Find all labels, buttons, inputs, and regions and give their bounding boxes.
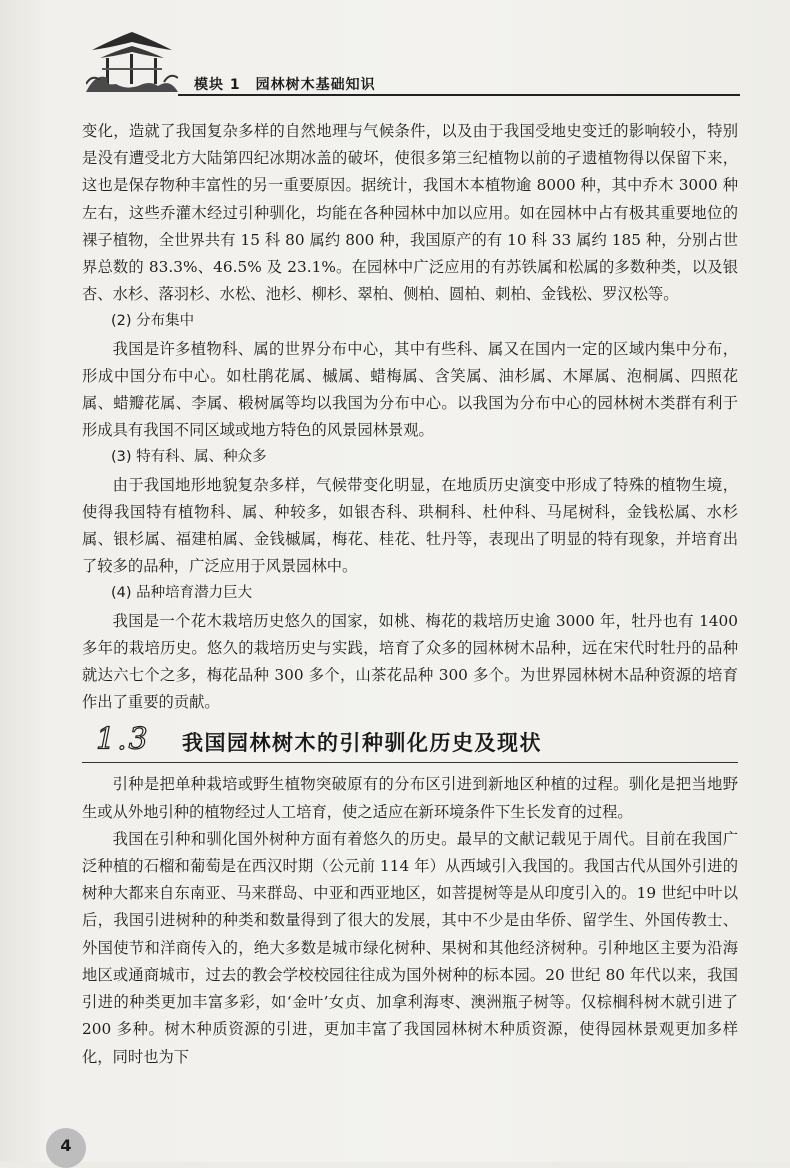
subheading-distribution: (2) 分布集中 [111,313,195,330]
paragraph: 由于我国地形地貌复杂多样，气候带变化明显，在地质历史演变中形成了特殊的植物生境，使得我国特有植物科、属、种较多，如银杏科、珙桐科、杜仲科、马尾树科，金钱松属、水杉属、银杉属、福建柏属、金钱槭属，梅花、桂花、牡丹等，表现出了明显的特有现象，并培育出了较多的品种，广泛应用于风景园林中。 [82,475,738,576]
module-title: 模块 1 园林树木基础知识 [194,77,376,93]
paragraph: 我国是许多植物科、属的世界分布中心，其中有些科、属又在国内一定的区域内集中分布，形成中国分布中心。如杜鹃花属、槭属、蜡梅属、含笑属、油杉属、木犀属、泡桐属、四照花属、蜡瓣花属、李属、椴树属等均以我国为分布中心。以我国为分布中心的园林树木类群有利于形成具有我国不同区域或地方特色的风景园林景观。 [82,339,738,440]
page-content [82,118,738,1071]
paragraph: 引种是把单种栽培或野生植物突破原有的分布区引进到新地区种植的过程。驯化是把当地野生或从外地引种的植物经过人工培育，使之适应在新环境条件下生长发育的过程。 [82,775,738,821]
paragraph: 我国在引种和驯化国外树种方面有着悠久的历史。最早的文献记载见于周代。目前在我国广泛种植的石榴和葡萄是在西汉时期（公元前 114 年）从西域引入我国的。我国古代从国外引进的树种大都来自东南亚、马来群岛、中亚和西亚地区，如菩提树等是从印度引入的。19 世纪中叶以后，我国引进树种的种类和数量得到了很大的发展，其中不少是由华侨、留学生、外国传教士、外国使节和洋商传入的，绝大多数是城市绿化树种、果树和其他经济树种。引种地区主要为沿海地区或通商城市，过去的教会学校校园往往成为国外树种的标本园。20 世纪 80 年代以来，我国引进的种类更加丰富多彩，如‘金叶’女贞、加拿利海枣、澳洲瓶子树等。仅棕榈科树木就引进了 200 多种。树木种质资源的引进，更加丰富了我国园林树木种质资源，使得园林景观更加多样化，同时也为下 [82,829,738,1066]
subheading-endemic: (3) 特有科、属、种众多 [111,449,267,466]
pavilion-icon [86,28,178,92]
subheading-breeding: (4) 品种培育潜力巨大 [111,585,253,602]
paragraph: 我国是一个花木栽培历史悠久的国家，如桃、梅花的栽培历史逾 3000 年，牡丹也有 1400 多年的栽培历史。悠久的栽培历史与实践，培育了众多的园林树木品种，远在宋代时牡丹的品种就达六七个之多，梅花品种 300 多个，山茶花品种 300 多个。为世界园林树木品种资源的培育作出了重要的贡献。 [82,611,738,712]
paragraph: 变化，造就了我国复杂多样的自然地理与气候条件，以及由于我国受地史变迁的影响较小，特别是没有遭受北方大陆第四纪冰期冰盖的破坏，使很多第三纪植物以前的孑遗植物得以保留下来，这也是保存物种丰富性的另一重要原因。据统计，我国木本植物逾 8000 种，其中乔木 3000 种左右，这些乔灌木经过引种驯化，均能在各种园林中加以应用。如在园林中占有极其重要地位的裸子植物，全世界共有 15 科 80 属约 800 种，我国原产的有 10 科 33 属约 185 种，分别占世界总数的 83.3%、46.5% 及 23.1%。在园林中广泛应用的有苏铁属和松属的多数种类，以及银杏、水杉、落羽杉、水松、池杉、柳杉、翠柏、侧柏、圆柏、刺柏、金钱松、罗汉松等。 [82,122,738,304]
section-title: 我国园林树木的引种驯化历史及现状 [182,731,542,756]
page-number: 4 [60,1136,72,1155]
page-header [86,28,740,96]
section-number: 1.3 [96,722,150,758]
page-number-badge [46,1128,86,1168]
section-heading [82,722,738,763]
header-rule [178,94,740,96]
